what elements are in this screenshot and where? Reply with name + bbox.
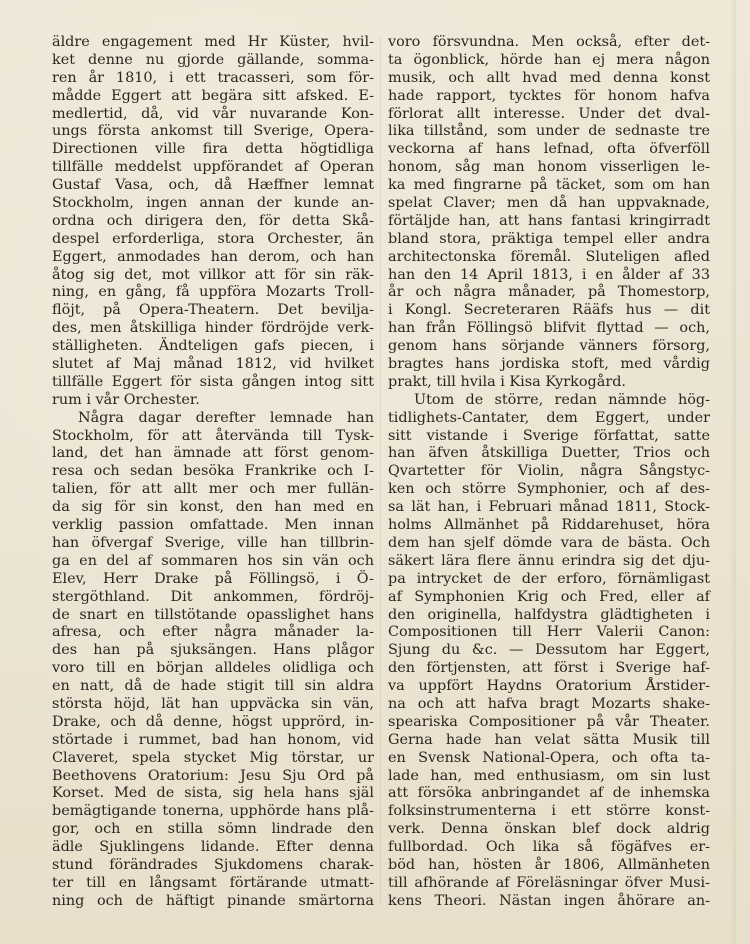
text-line: dem han sjelf dömde vara de bästa. Och: [388, 534, 710, 551]
text-line: att försöka anbringandet af de inhemska: [388, 785, 710, 802]
text-line: bland stora, präktiga tempel eller andra: [388, 230, 710, 247]
text-line: folksinstrumenterna i ett större konst-: [388, 803, 710, 820]
text-line: va uppfört Haydns Oratorium Årstider-: [388, 678, 710, 695]
text-line: lika tillstånd, som under de sednaste tre: [388, 123, 710, 140]
text-line: tillfälle Eggert för sista gången intog sitt: [52, 373, 374, 390]
text-line: genom hans sörjande vänners försorg,: [388, 338, 710, 355]
text-line: Beethovens Oratorium: Jesu Sju Ord på: [52, 767, 374, 784]
text-line: prakt, till hvila i Kisa Kyrkogård.: [388, 373, 626, 390]
text-line: den originella, halfdystra glädtigheten i: [388, 606, 710, 623]
text-line: bragtes hans jordiska stoft, med vårdig: [388, 356, 710, 373]
text-line: ta ögonblick, hörde han ej mera någon: [388, 51, 710, 68]
text-line: tidlighets-Cantater, dem Eggert, under: [388, 409, 710, 426]
text-line: honom, såg man honom visserligen le-: [388, 159, 710, 176]
text-line: ordna och dirigera den, för detta Skå-: [52, 212, 374, 229]
text-line: Qvartetter för Violin, några Sångstyc-: [388, 463, 710, 480]
text-line: des han på sjuksängen. Hans plågor: [52, 642, 374, 659]
text-line: Claveret, spela stycket Mig törstar, ur: [52, 749, 374, 766]
text-line: verklig passion omfattade. Men innan: [52, 517, 374, 534]
text-line: böd han, hösten år 1806, Allmänheten: [388, 856, 710, 873]
text-line: Sjung du &c. — Dessutom har Eggert,: [388, 642, 710, 659]
text-line: förtäljde han, att hans fantasi kringirradt: [388, 212, 710, 229]
text-line: Stockholm, för att återvända till Tysk-: [52, 427, 374, 444]
text-line: lade han, med enthusiasm, om sin lust: [388, 767, 710, 784]
left-column: [52, 34, 374, 911]
text-line: Elev, Herr Drake på Föllingsö, i Ö-: [52, 570, 374, 587]
text-line: förlorat allt interesse. Under det dval-: [388, 105, 710, 122]
text-line: verk. Denna önskan blef dock aldrig: [388, 821, 710, 838]
text-line: Några dagar derefter lemnade han: [78, 409, 374, 426]
text-line: till afhörande af Föreläsningar öfver Musi-: [388, 874, 710, 891]
text-line: sa lät han, i Februari månad 1811, Stock-: [388, 499, 710, 516]
text-line: ning och de häftigt pinande smärtorna: [52, 892, 374, 909]
column-gutter: [380, 36, 381, 906]
text-line: bemägtigande tonerna, upphörde hans plå-: [52, 803, 374, 820]
text-line: Gustaf Vasa, och, då Hæffner lemnat: [52, 177, 374, 194]
text-line: tillfälle meddelst uppförandet af Operan: [52, 159, 374, 176]
text-line: stund förändrades Sjukdomens charak-: [52, 856, 374, 873]
text-line: han äfven åtskilliga Duetter, Trios och: [388, 445, 710, 462]
text-line: ungs första ankomst till Sverige, Opera-: [52, 123, 374, 140]
text-line: de snart en tillstötande opasslighet hans: [52, 606, 374, 623]
text-line: voro försvundna. Men också, efter det-: [388, 34, 710, 50]
text-line: talien, för att allt mer och mer fullän-: [52, 481, 374, 498]
text-line: ga en del af sommaren hos sin vän och: [52, 552, 374, 569]
text-line: des, men åtskilliga hinder fördröjde verk-: [52, 320, 374, 337]
text-line: rum i vår Orchester.: [52, 391, 200, 408]
text-line: Gerna hade han velat sätta Musik till: [388, 731, 710, 748]
text-line: i Kongl. Secreteraren Rääfs hus — dit: [388, 302, 710, 319]
text-line: åtog sig det, mot villkor att för sin räk-: [52, 266, 374, 283]
text-line: holms Allmänhet på Riddarehuset, höra: [388, 517, 710, 534]
text-line: han från Föllingsö blifvit flyttad — och,: [388, 320, 710, 337]
text-line: Directionen ville fira detta högtidliga: [52, 141, 374, 158]
text-line: ren år 1810, i ett tracasseri, som för-: [52, 69, 374, 86]
text-line: ken och större Symphonier, och af des-: [388, 481, 710, 498]
text-line: ka med fingrarne på täcket, som om han: [388, 177, 710, 194]
text-line: Compositionen till Herr Valerii Canon:: [388, 624, 710, 641]
text-line: störtade i rummet, bad han honom, vid: [52, 731, 374, 748]
text-line: land, det han ämnade att först genom-: [52, 445, 374, 462]
text-line: speariska Compositioner på vår Theater.: [388, 713, 710, 730]
text-line: Utom de större, redan nämnde hög-: [414, 391, 710, 408]
text-line: hade rapport, tycktes för honom hafva: [388, 87, 710, 104]
text-line: ädle Sjuklingens lidande. Efter denna: [52, 839, 374, 856]
text-line: musik, och allt hvad med denna konst: [388, 69, 710, 86]
text-line: ning, en gång, få uppföra Mozarts Troll-: [52, 284, 374, 301]
text-line: slutet af Maj månad 1812, vid hvilket: [52, 356, 374, 373]
text-line: ställigheten. Ändteligen gafs piecen, i: [52, 338, 374, 355]
text-line: ket denne nu gjorde gällande, somma-: [52, 51, 374, 68]
text-line: fullbordad. Och lika så fögäfves er-: [388, 839, 710, 856]
page-edge-shadow: [730, 0, 736, 944]
text-line: na och att hafva bragt Mozarts shake-: [388, 695, 710, 712]
text-line: säkert lära flere ännu erindra sig det dju-: [388, 552, 710, 569]
text-line: Eggert, anmodades han derom, och han: [52, 248, 374, 265]
text-line: resa och sedan besöka Frankrike och I-: [52, 463, 374, 480]
text-line: en natt, då de hade stigit till sin aldra: [52, 678, 374, 695]
text-line: Drake, och då denne, högst upprörd, in-: [52, 713, 374, 730]
text-line: gor, och en stilla sömn lindrade den: [52, 821, 374, 838]
text-line: spelat Claver; men då han uppvaknade,: [388, 195, 710, 212]
text-line: Korset. Med de sista, sig hela hans själ: [52, 785, 374, 802]
text-line: ter till en långsamt förtärande utmatt-: [52, 874, 374, 891]
text-line: veckorna af hans lefnad, ofta öfverföll: [388, 141, 710, 158]
text-line: största höjd, lät han uppväcka sin vän,: [52, 695, 374, 712]
text-line: en Svensk National-Opera, och ofta ta-: [388, 749, 710, 766]
text-line: afresa, och efter några månader la-: [52, 624, 374, 641]
text-line: han den 14 April 1813, i en ålder af 33: [388, 266, 710, 283]
text-line: mådde Eggert att begära sitt afsked. E-: [52, 87, 374, 104]
text-line: voro till en början alldeles olidliga och: [52, 660, 374, 677]
text-line: despel erforderliga, stora Orchester, än: [52, 230, 374, 247]
text-line: sitt vistande i Sverige författat, satte: [388, 427, 710, 444]
text-line: äldre engagement med Hr Küster, hvil-: [52, 34, 374, 50]
text-line: flöjt, på Opera-Theatern. Det bevilja-: [52, 302, 374, 319]
text-line: da sig för sin konst, den han med en: [52, 499, 374, 516]
text-line: architectonska föremål. Sluteligen afled: [388, 248, 710, 265]
text-line: af Symphonien Krig och Fred, eller af: [388, 588, 710, 605]
right-column: [388, 34, 710, 911]
text-line: år och några månader, på Thomestorp,: [388, 284, 710, 301]
text-line: Stockholm, ingen annan der kunde an-: [52, 195, 374, 212]
text-line: medlertid, då, vid vår nuvarande Kon-: [52, 105, 374, 122]
text-line: stergöthland. Dit ankommen, fördröj-: [52, 588, 374, 605]
text-line: kens Theori. Nästan ingen åhörare an-: [388, 892, 710, 909]
text-line: pa intrycket de der erforo, förnämligast: [388, 570, 710, 587]
text-line: han öfvergaf Sverige, ville han tillbrin-: [52, 534, 374, 551]
text-line: den förtjensten, att först i Sverige haf-: [388, 660, 710, 677]
